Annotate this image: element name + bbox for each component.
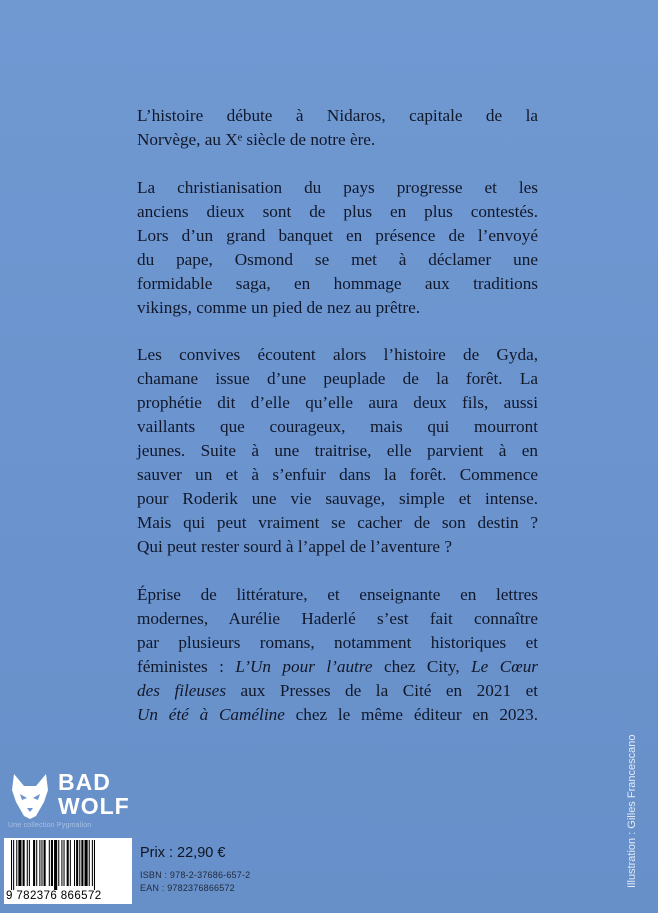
text-line: [137, 703, 538, 727]
barcode-bar: [39, 840, 40, 886]
barcode-bar: [51, 840, 53, 886]
text-line: L’histoire débute à Nidaros, capitale de la: [137, 106, 538, 125]
text-line: Lors d’un grand banquet en présence de l’envoyé: [137, 226, 538, 245]
barcode-bar: [89, 840, 90, 886]
barcode-bar: [29, 840, 30, 886]
barcode-bar: [58, 840, 59, 886]
barcode-bar: [54, 840, 57, 890]
barcode: [4, 838, 132, 904]
barcode-bar: [61, 840, 62, 886]
barcode-bar: [27, 840, 28, 886]
text-line: [137, 679, 538, 703]
barcode-bar: [74, 840, 75, 886]
text-line: Les convives écoutent alors l’histoire de Gyda,: [137, 345, 538, 364]
text-line: Éprise de littérature, et enseignante en lettres: [137, 585, 538, 604]
text-segment: chez le même éditeur en 2023.: [284, 705, 538, 724]
text-line: anciens dieux sont de plus en plus contestés.: [137, 202, 538, 221]
text-segment: chez City,: [372, 657, 472, 676]
author-bio-paragraph: [137, 583, 538, 727]
illustration-credit: Illustration : Gilles Francescano: [626, 734, 638, 888]
text-line: vaillants que courageux, mais qui mourront: [137, 417, 538, 436]
text-line: vikings, comme un pied de nez au prêtre.: [137, 298, 421, 317]
text-line: jeunes. Suite à une traitrise, elle parvient à en: [137, 441, 538, 460]
barcode-bar: [79, 840, 80, 886]
publisher-name: [58, 770, 130, 818]
barcode-bar: [36, 840, 37, 886]
synopsis-paragraph-3: [137, 343, 538, 559]
text-line: Mais qui peut vraiment se cacher de son destin ?: [137, 513, 538, 532]
publisher-logo: [8, 770, 133, 830]
barcode-bar: [44, 840, 46, 886]
publisher-name-line-1: BAD: [58, 769, 111, 795]
book-title-un-pour-lautre: L’Un pour l’autre: [235, 657, 373, 676]
synopsis-paragraph-1: [137, 104, 538, 152]
text-line: Norvège, au Xᵉ siècle de notre ère.: [137, 130, 376, 149]
book-title-un-ete-a-cameline: Un été à Caméline: [137, 705, 285, 724]
barcode-bar: [13, 840, 14, 890]
barcode-digits: 9 782376 866572: [6, 890, 102, 902]
barcode-bars: [10, 840, 126, 890]
wolf-head-icon: [8, 772, 52, 820]
barcode-bar: [70, 840, 71, 886]
text-line: Qui peut rester sourd à l’appel de l’aventure ?: [137, 537, 452, 556]
text-line: [137, 655, 538, 679]
text-line: sauver un et à s’enfuir dans la forêt. Commence: [137, 465, 538, 484]
barcode-bar: [33, 840, 35, 886]
text-line: pour Roderik une vie sauvage, simple et intense.: [137, 489, 538, 508]
text-line: du pape, Osmond se met à déclamer une: [137, 250, 538, 269]
text-line: chamane issue d’une peuplade de la forêt. La: [137, 369, 538, 388]
barcode-bar: [49, 840, 50, 886]
barcode-bar: [23, 840, 25, 886]
book-title-le-coeur: Le Cœur: [471, 657, 538, 676]
text-segment: féministes :: [137, 657, 236, 676]
barcode-bar: [41, 840, 42, 886]
barcode-bar: [92, 840, 93, 886]
text-line: par plusieurs romans, notamment historiques et: [137, 633, 538, 652]
isbn-label: ISBN : 978-2-37686-657-2: [140, 870, 251, 880]
publisher-tagline: Une collection Pygmalion: [8, 822, 92, 829]
text-segment: aux Presses de la Cité en 2021 et: [226, 681, 538, 700]
barcode-bar: [16, 840, 17, 886]
publisher-name-line-2: WOLF: [58, 793, 130, 819]
text-line: La christianisation du pays progresse et les: [137, 178, 538, 197]
text-line: prophétie dit d’elle qu’elle aura deux fils, aussi: [137, 393, 538, 412]
barcode-bar: [18, 840, 21, 886]
barcode-bar: [81, 840, 83, 886]
ean-label: EAN : 9782376866572: [140, 883, 235, 893]
barcode-bar: [76, 840, 78, 886]
text-line: formidable saga, en hommage aux traditions: [137, 274, 538, 293]
price-label: Prix : 22,90 €: [140, 845, 226, 861]
synopsis-paragraph-2: [137, 176, 538, 320]
barcode-bar: [64, 840, 65, 886]
book-title-des-fileuses: des fileuses: [137, 681, 227, 700]
text-line: modernes, Aurélie Haderlé s’est fait connaître: [137, 609, 538, 628]
barcode-bar: [67, 840, 69, 886]
barcode-bar: [94, 840, 95, 890]
barcode-bar: [11, 840, 12, 890]
barcode-bar: [85, 840, 88, 886]
